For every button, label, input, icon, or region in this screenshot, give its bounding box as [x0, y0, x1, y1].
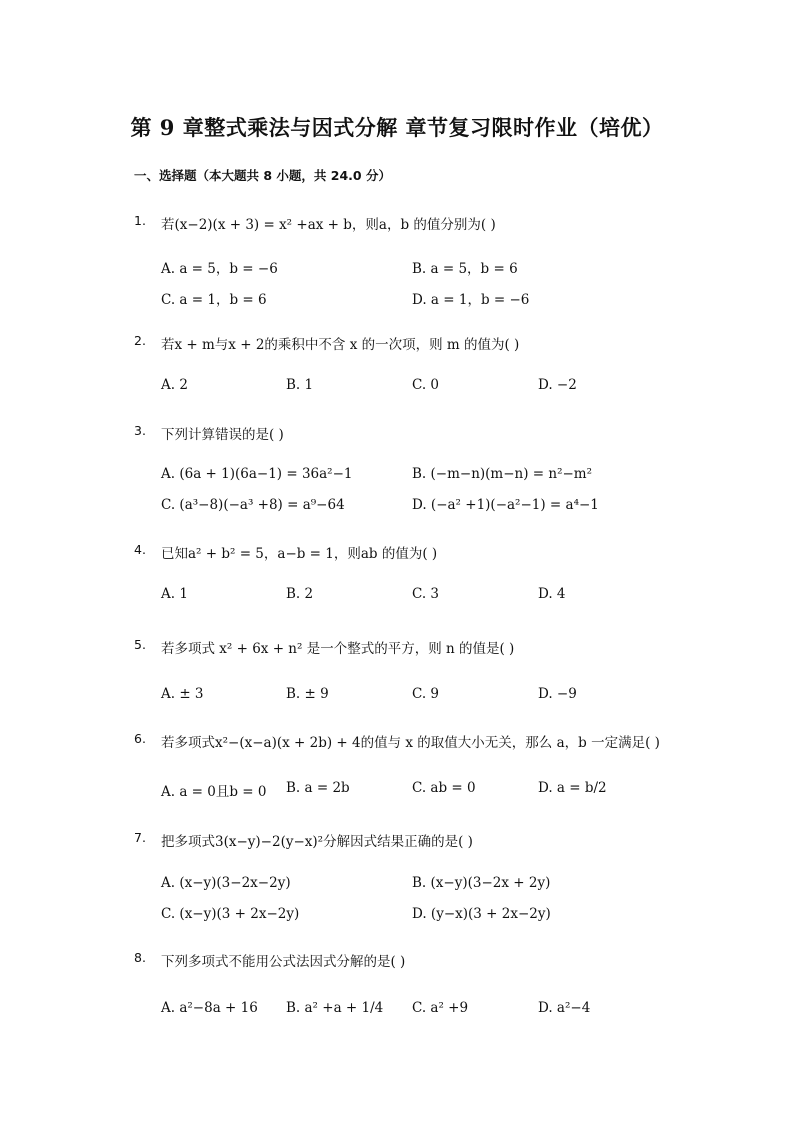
option-c: C. a² +9: [412, 1000, 469, 1016]
question-7: [134, 830, 734, 850]
question-text: 下列多项式不能用公式法因式分解的是( ): [161, 954, 406, 970]
option-a: A. (6a + 1)(6a−1) = 36a²−1: [161, 466, 353, 482]
option-c: C. (a³−8)(−a³ +8) = a⁹−64: [161, 497, 345, 513]
question-number: 5.: [134, 637, 146, 652]
question-number: 6.: [134, 731, 146, 746]
document-title: 第 9 章整式乘法与因式分解 章节复习限时作业（培优）: [130, 115, 664, 140]
option-b: B. a = 2b: [286, 780, 350, 796]
question-number: 7.: [134, 830, 146, 845]
question-text: 若多项式x²−(x−a)(x + 2b) + 4的值与 x 的取值大小无关，那么 a，b 一定满足( ): [161, 735, 660, 751]
option-d: D. a²−4: [538, 1000, 591, 1016]
question-text: 若多项式 x² + 6x + n² 是一个整式的平方，则 n 的值是( ): [161, 641, 515, 657]
option-b: B. a = 5，b = 6: [412, 261, 518, 277]
question-text: 下列计算错误的是( ): [161, 427, 284, 443]
option-d: D. 4: [538, 586, 566, 602]
question-text: 把多项式3(x−y)−2(y−x)²分解因式结果正确的是( ): [161, 834, 473, 850]
option-a: A. a²−8a + 16: [161, 1000, 258, 1016]
option-c: C. 0: [412, 377, 440, 393]
question-8: [134, 950, 734, 970]
question-6: [134, 731, 734, 751]
option-b: B. a² +a + 1/4: [286, 1000, 384, 1016]
option-c: C. ab = 0: [412, 780, 476, 796]
option-d: D. −9: [538, 686, 577, 702]
question-4: [134, 542, 734, 562]
option-a: A. ± 3: [161, 686, 204, 702]
question-text: 若(x−2)(x + 3) = x² +ax + b，则a，b 的值分别为( ): [161, 217, 496, 233]
option-d: D. −2: [538, 377, 577, 393]
question-text: 已知a² + b² = 5，a−b = 1，则ab 的值为( ): [161, 546, 438, 562]
question-5: [134, 637, 734, 657]
question-number: 4.: [134, 542, 146, 557]
option-c: C. a = 1，b = 6: [161, 292, 267, 308]
question-text: 若x + m与x + 2的乘积中不含 x 的一次项，则 m 的值为( ): [161, 337, 520, 353]
option-d: D. (−a² +1)(−a²−1) = a⁴−1: [412, 497, 599, 513]
option-a: A. (x−y)(3−2x−2y): [161, 875, 291, 891]
question-number: 2.: [134, 333, 146, 348]
option-a: A. 2: [161, 377, 188, 393]
question-number: 8.: [134, 950, 146, 965]
question-1: [134, 213, 734, 233]
option-c: C. 3: [412, 586, 440, 602]
option-b: B. (x−y)(3−2x + 2y): [412, 875, 551, 891]
question-number: 3.: [134, 423, 146, 438]
question-3: [134, 423, 734, 443]
option-c: C. (x−y)(3 + 2x−2y): [161, 906, 300, 922]
option-d: D. (y−x)(3 + 2x−2y): [412, 906, 551, 922]
option-d: D. a = b/2: [538, 780, 607, 796]
question-2: [134, 333, 734, 353]
option-b: B. 2: [286, 586, 314, 602]
question-number: 1.: [134, 213, 146, 228]
option-a: A. a = 0且b = 0: [161, 784, 267, 800]
option-b: B. 1: [286, 377, 314, 393]
section-heading: 一、选择题（本大题共 8 小题，共 24.0 分）: [134, 168, 391, 183]
option-a: A. 1: [161, 586, 188, 602]
option-d: D. a = 1，b = −6: [412, 292, 530, 308]
option-a: A. a = 5，b = −6: [161, 261, 278, 277]
option-c: C. 9: [412, 686, 440, 702]
option-b: B. ± 9: [286, 686, 329, 702]
option-b: B. (−m−n)(m−n) = n²−m²: [412, 466, 593, 482]
